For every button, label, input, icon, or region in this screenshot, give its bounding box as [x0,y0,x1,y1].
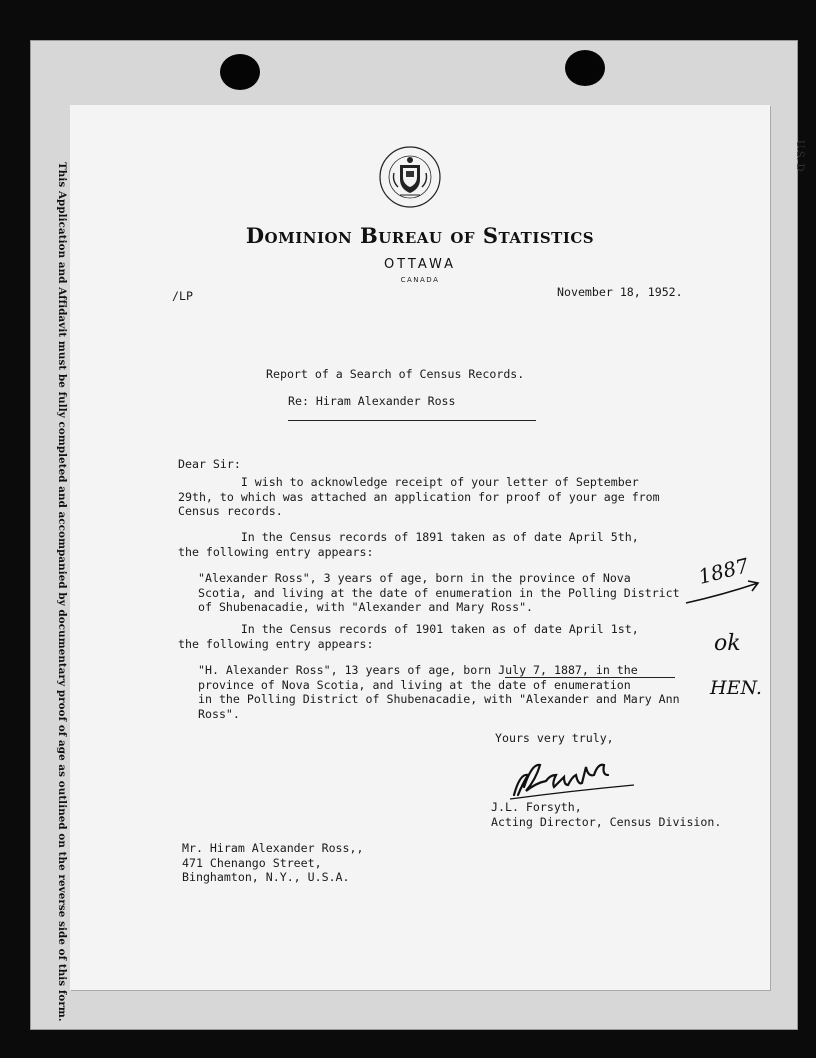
letter-date: November 18, 1952. [557,285,683,299]
handwritten-initials: HEN. [710,677,762,699]
handwritten-ok-note: ok [714,631,741,656]
re-underline [288,420,536,421]
salutation: Dear Sir: [178,457,241,471]
closing: Yours very truly, [495,731,614,745]
coat-of-arms-seal-icon [378,145,442,209]
letter-subject: Report of a Search of Census Records. [266,367,525,381]
reference-code: /LP [172,289,193,303]
paragraph-3: In the Census records of 1901 taken as of date April 1st, the following entry appears: [178,622,639,651]
census-entry-1901: "H. Alexander Ross", 13 years of age, born July 7, 1887, in the province of Nova Scotia, and living at the date of enumeration in the Polling District of Shubenacadie, with "Alexander and Mary Ann Ross". [198,663,680,721]
signatory-block: J.L. Forsyth, Acting Director, Census Division. [491,800,722,829]
paragraph-2: In the Census records of 1891 taken as of date April 5th, the following entry appears: [178,530,639,559]
letter-page [70,105,770,990]
punch-hole-right [565,50,605,86]
letterhead-city: OTTAWA [383,257,457,272]
letterhead-title: Dominion Bureau of Statistics [245,223,595,248]
punch-hole-left [220,54,260,90]
recipient-address: Mr. Hiram Alexander Ross,, 471 Chenango Street, Binghamton, N.Y., U.S.A. [182,841,364,884]
letterhead-country: CANADA [400,276,440,284]
paragraph-1: I wish to acknowledge receipt of your letter of September 29th, to which was attached an application for proof of your age from Census records. [178,475,660,518]
right-edge-fragment: U.S. D [794,140,805,172]
handwritten-arrow [682,579,762,609]
birthdate-underline [505,677,675,678]
handwritten-year-note: 1887 [695,553,752,589]
census-entry-1891: "Alexander Ross", 3 years of age, born in the province of Nova Scotia, and living at the date of enumeration in the Polling District of Shubenacadie, with "Alexander and Mary Ross". [198,571,680,614]
letter-re-line: Re: Hiram Alexander Ross [288,394,456,408]
